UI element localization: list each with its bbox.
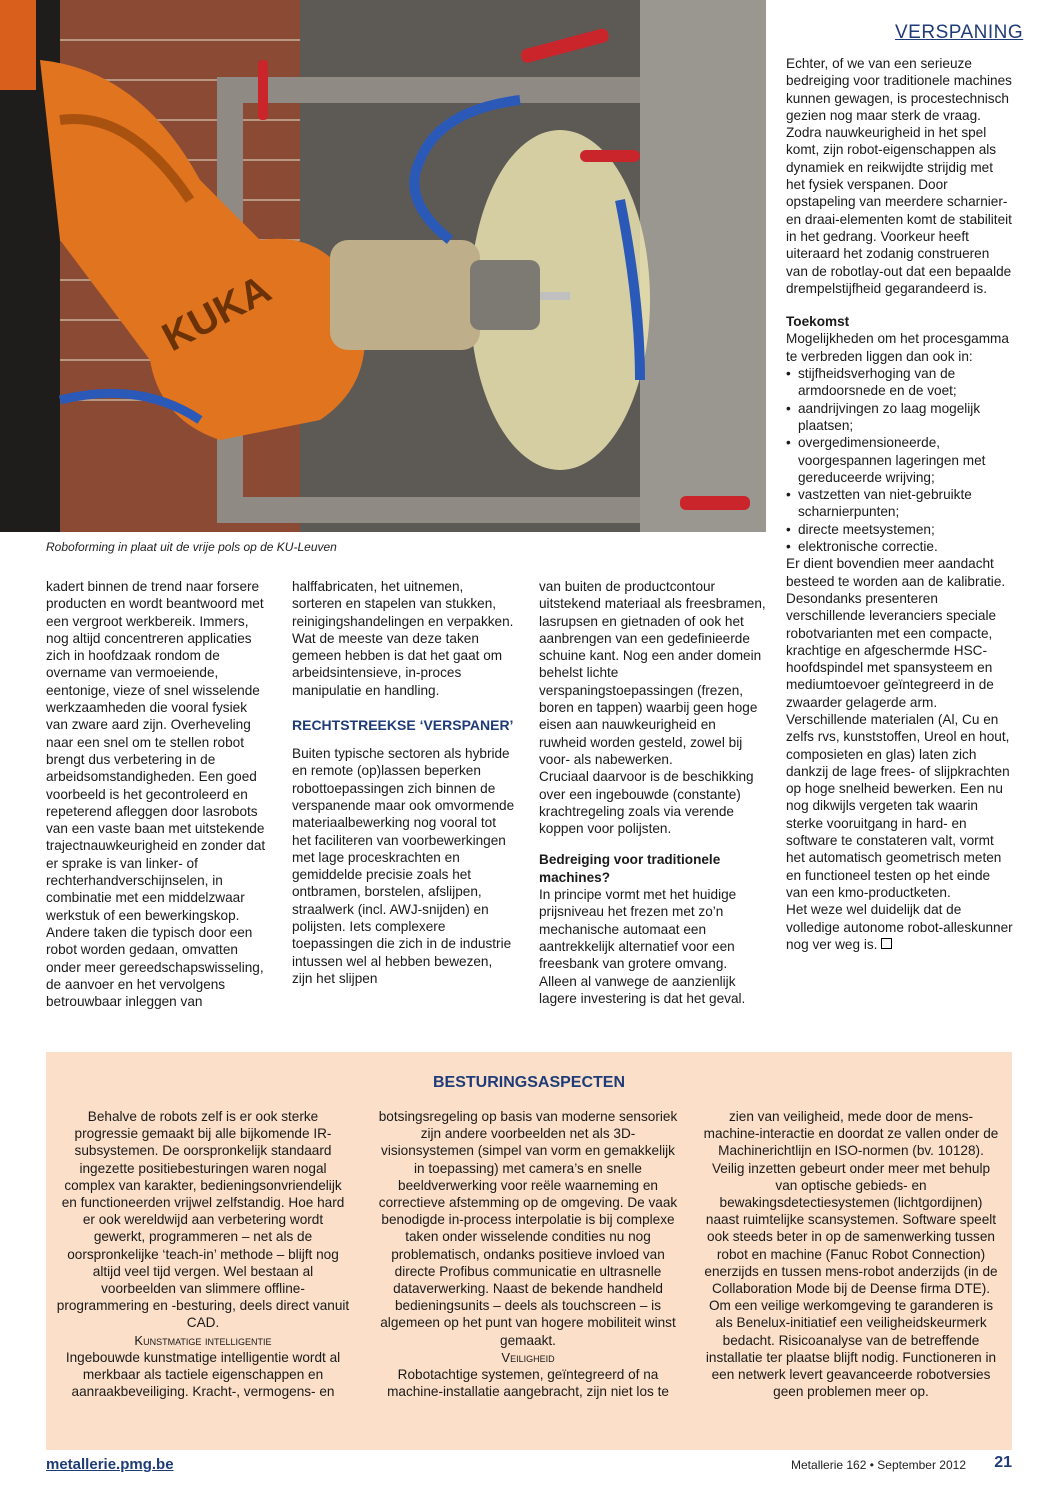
col4-paragraph-5: Verschillende materialen (Al, Cu en zelfs rvs, kunststoffen, Ureol en hout, composieten en glas) laten zich dankzij de lage frees- of slijpkrachten op hoge snelheid bewerken. Een nu nog dikwijls vergeten tak waarin sterke vooruitgang in hard- en software te constateren valt, vormt het automatisch geometrisch meten en functioneel testen op het einde van een kmo-productketen. [786, 711, 1010, 900]
box-column-2 [378, 1108, 678, 1400]
bullet-item: • overgedimensioneerde, voorgespannen lageringen met gereduceerde wrijving; [786, 434, 1014, 486]
col3-paragraph-2: Cruciaal daarvoor is de beschikking over een ingebouwde (constante) krachtregeling zoals via verende koppen voor polijsten. [539, 769, 754, 837]
box-c1-paragraph-2: Ingebouwde kunstmatige intelligentie wordt al merkbaar als tactiele eigenschappen en aanraakbeveiliging. Kracht-, vermogens- en [65, 1349, 341, 1400]
col4-heading-toekomst: Toekomst [786, 314, 850, 330]
box-c2-paragraph-1: botsingsregeling op basis van moderne sensoriek zijn andere voorbeelden net als 3D-visionsystemen (simpel van vorm en gemakkelijk in toepassing) met camera’s en snelle beeldverwerking voor reële waarneming en correctieve afstemming op de omgeving. De vaak benodigde in-process interpolatie is bij complexe taken onder wisselende condities nu nog problematisch, ondanks positieve invloed van directe Profibus communicatie en ultrasnelle dataverwerking. Naast de bekende handheld bedieningsunits – deels als touchscreen – is algemeen op het punt van hogere mobiliteit winst gemaakt. [378, 1109, 678, 1348]
col2-paragraph-2: Buiten typische sectoren als hybride en remote (op)lassen beperken robottoepassingen zich binnen de verspanende maar ook omvormende materiaalbewerking nog vooral tot het faciliteren van voorbewerkingen met lage proceskrachten en gemiddelde precisie zoals het ontbramen, borstelen, afslijpen, straalwerk (incl. AWJ-snijden) en polijsten. Iets complexere toepassingen die zich in de industrie intussen wel al hebben bewezen, zijn het slijpen [292, 746, 515, 986]
bullet-item: • vastzetten van niet-gebruikte scharnierpunten; [786, 486, 1014, 521]
footer-website-link[interactable]: metallerie.pmg.be [46, 1456, 174, 1473]
box-column-1 [56, 1108, 350, 1400]
box-column-3 [702, 1108, 1000, 1400]
section-label: VERSPANING [895, 22, 1024, 43]
box-c2-heading: Veiligheid [501, 1349, 555, 1365]
page-number: 21 [994, 1454, 1012, 1471]
bullet-item: • aandrijvingen zo laag mogelijk plaatsen; [786, 400, 1014, 435]
box-c1-paragraph-1: Behalve de robots zelf is er ook sterke progressie gemaakt bij alle bijkomende IR-subsystemen. De oorspronkelijk standaard ingezette positiebesturingen waren nogal complex van karakter, bedieningsonvriendelijk en functioneerden vrijwel zelfstandig. Hoe hard er ook wereldwijd aan verbetering wordt gewerkt, programmeren – net als de oorspronkelijke ‘teach-in’ methode – blijft nog altijd veel tijd vergen. Wel bestaan al voorbeelden van slimmere offline-programmering en -besturing, deels direct vanuit CAD. [56, 1109, 350, 1331]
col3-paragraph-1: van buiten de productcontour uitstekend materiaal als freesbramen, lasrupsen en gietnaden of ook het aanbrengen van een gedefinieerde schuine kant. Nog een ander domein behelst lichte verspaningstoepassingen (frezen, boren en tappen) waarbij geen hoge eisen aan nauwkeurigheid en ruwheid worden gesteld, zowel bij voor- als nabewerken. [539, 579, 766, 767]
col4-paragraph-6 [786, 901, 1014, 953]
column-4 [786, 55, 1014, 953]
bullet-item: • elektronische correctie. [786, 538, 1014, 555]
footer-issue: Metallerie 162 • September 2012 [791, 1458, 966, 1472]
box-c2-paragraph-2: Robotachtige systemen, geïntegreerd of na machine-installatie aangebracht, zijn niet los te [387, 1367, 669, 1400]
photo-caption: Roboforming in plaat uit de vrije pols op de KU-Leuven [46, 540, 337, 554]
box-c3-paragraph-1: zien van veiligheid, mede door de mens-machine-interactie en doordat ze vallen onder de Machinerichtlijn en ISO-normen (bv. 10128). Veilig inzetten gebeurt onder meer met behulp van optische gebieds- en bewakingsdetectiesystemen (lichtgordijnen) naast ruimtelijke scansystemen. Software speelt ook steeds beter in op de samenwerking tussen robot en machine (Fanuc Robot Connection) enerzijds en tussen mens-robot anderzijds (in de Collaboration Mode bij de Deense firma DTE). Om een veilige werkomgeving te garanderen is als Benelux-initiatief een veiligheidskeurmerk bedacht. Risicoanalyse van de betreffende installatie ter plaatse blijft nodig. Functioneren in een netwerk levert geavanceerde robotversies geen problemen meer op. [703, 1109, 999, 1400]
sidebar-box [46, 1052, 1012, 1450]
col3-heading: Bedreiging voor traditionele machines? [539, 852, 721, 885]
robot-brand-text: KUKA [155, 266, 278, 360]
col3-paragraph-3: In principe vormt met het huidige prijsniveau het frezen met zo’n mechanische automaat een aantrekkelijk alternatief voor een freesbank van grotere omvang. Alleen al vanwege de aanzienlijk lagere investering is dat het geval. [539, 887, 746, 1006]
col4-paragraph-2: Mogelijkheden om het procesgamma te verbreden liggen dan ook in: [786, 331, 1009, 364]
end-of-article-icon [881, 938, 892, 949]
column-2 [292, 578, 516, 987]
bullet-item: • stijfheidsverhoging van de armdoorsnede en de voet; [786, 365, 1014, 400]
robot-photo [0, 0, 766, 532]
column-3 [539, 578, 767, 1007]
col4-paragraph-1: Echter, of we van een serieuze bedreiging voor traditionele machines kunnen gewagen, is procestechnisch gezien nog maar sterk de vraag. Zodra nauwkeurigheid in het spel komt, zijn robot-eigenschappen als dynamiek en reikwijdte strijdig met het fysiek verspanen. Door opstapeling van meerdere scharnier- en draai-elementen komt de stabiliteit in het gedrang. Voorkeur heeft uiteraard het zodanig construeren van de robotlay-out dat een bepaalde drempelstijfheid gegarandeerd is. [786, 56, 1012, 296]
col2-heading: RECHTSTREEKSE ‘VERSPANER’ [292, 717, 514, 734]
col4-paragraph-3: Er dient bovendien meer aandacht besteed te worden aan de kalibratie. [786, 556, 1006, 589]
bullet-item: • directe meetsystemen; [786, 521, 1014, 538]
col1-paragraph: kadert binnen de trend naar forsere producten en wordt beantwoord met een vergroot werkbereik. Immers, nog altijd concentreren applicaties zich in hoofdzaak rondom de overname van vermoeiende, eentonige, vieze of snel wisselende werkzaamheden die vooral fysiek van zware aard zijn. Overheveling naar een snel om te stellen robot brengt dus verbetering in de arbeidsomstandigheden. Een goed voorbeeld is het gecontroleerd en repeterend afleggen door lasrobots van een vaste baan met uitstekende trajectnauwkeurigheid en zonder dat er sprake is van linker- of rechterhandverschijnselen, in combinatie met een middelzwaar werkstuk of een bewerkingskop. Andere taken die typisch door een robot worden gedaan, omvatten onder meer gereedschapswisseling, de aanvoer en het vervolgens betrouwbaar inleggen van [46, 579, 266, 1010]
col4-bullet-list [786, 365, 1014, 555]
col4-paragraph-6-text: Het weze wel duidelijk dat de volledige autonome robot-alleskunner nog ver weg is. [786, 902, 1013, 952]
col2-paragraph-1: halffabricaten, het uitnemen, sorteren en stapelen van stukken, reinigingshandelingen en verpakken. Wat de meeste van deze taken gemeen hebben is dat het gaat om arbeidsintensieve, in-proces manipulatie en handling. [292, 579, 514, 698]
box-title: BESTURINGSASPECTEN [432, 1074, 626, 1091]
col4-paragraph-4: Desondanks presenteren verschillende leveranciers speciale robotvarianten met een compacte, krachtige en afgeschermde HSC-hoofdspindel met spansysteem en mediumtoevoer geïntegreerd in de zwaarder gelagerde arm. [786, 590, 997, 710]
column-1 [46, 578, 268, 1010]
box-c1-heading: Kunstmatige intelligentie [134, 1332, 272, 1348]
